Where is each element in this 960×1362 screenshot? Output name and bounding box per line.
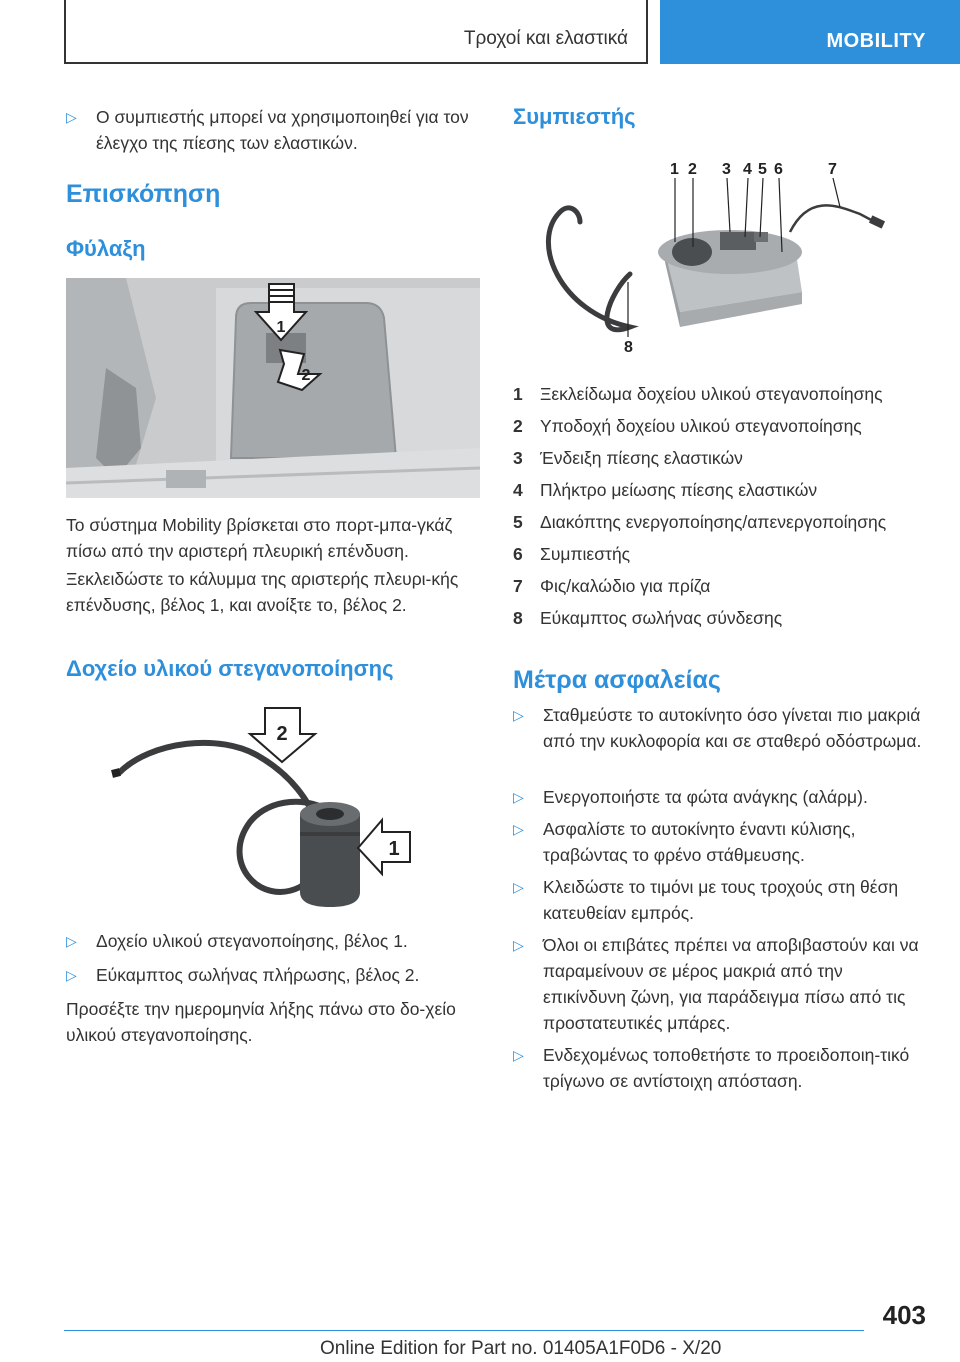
container-bullet <box>66 962 486 988</box>
intro-bullet-text: Ο συμπιεστής μπορεί να χρησιμοποιηθεί για τον έλεγχο της πίεσης των ελαστικών. <box>96 107 469 153</box>
safety-bullet-text: Σταθμεύστε το αυτοκίνητο όσο γίνεται πιο μακριά από την κυκλοφορία και σε σταθερό οδόστρωμα. <box>543 705 922 751</box>
page-number: 403 <box>882 1300 926 1330</box>
section-title: Τροχοί και ελαστικά <box>463 28 628 49</box>
legend-label: Ένδειξη πίεσης ελαστικών <box>540 448 743 468</box>
mobility-tab-label: MOBILITY <box>826 30 926 52</box>
callout-4: 4 <box>743 161 752 178</box>
container-bullet-text: Δοχείο υλικού στεγανοποίησης, βέλος 1. <box>96 931 408 951</box>
container-arrow-1-label: 1 <box>388 838 400 860</box>
legend-number: 8 <box>513 608 523 628</box>
header-section-box <box>64 0 648 64</box>
heading-compressor: Συμπιεστής <box>513 104 636 129</box>
compressor-image <box>540 152 900 358</box>
sealant-container-image <box>110 702 420 912</box>
bullet-triangle-icon: ▷ <box>66 109 77 125</box>
footer-edition: Online Edition for Part no. 01405A1F0D6 - X/20 <box>320 1338 722 1359</box>
mobility-tab[interactable] <box>660 0 960 64</box>
callout-3: 3 <box>722 161 731 178</box>
container-paragraph: Προσέξτε την ημερομηνία λήξης πάνω στο δο-χείο υλικού στεγανοποίησης. <box>66 999 456 1045</box>
legend-label: Πλήκτρο μείωσης πίεσης ελαστικών <box>540 480 818 500</box>
container-bullet <box>66 928 486 954</box>
legend-item <box>513 602 933 634</box>
safety-bullet <box>513 932 923 1036</box>
legend-label: Συμπιεστής <box>540 544 631 564</box>
bullet-triangle-icon: ▷ <box>513 821 524 837</box>
container-arrow-2-label: 2 <box>276 723 288 745</box>
storage-arrow-2-label: 2 <box>301 367 311 384</box>
container-arrow-1 <box>358 820 410 874</box>
legend-number: 7 <box>513 576 523 596</box>
legend-number: 5 <box>513 512 523 532</box>
intro-bullet <box>66 104 486 156</box>
storage-paragraph-1: Το σύστημα Mobility βρίσκεται στο πορτ-μπα-γκάζ πίσω από την αριστερή πλευρική επένδυση. <box>66 515 453 561</box>
legend-item <box>513 474 933 506</box>
legend-item <box>513 442 933 474</box>
callout-2: 2 <box>688 161 697 178</box>
legend-number: 3 <box>513 448 523 468</box>
safety-bullet-text: Ενδεχομένως τοποθετήστε το προειδοποιη-τικό τρίγωνο σε αντίστοιχη απόσταση. <box>543 1045 910 1091</box>
bullet-triangle-icon: ▷ <box>66 933 77 949</box>
callout-5: 5 <box>758 161 767 178</box>
legend-label: Φις/καλώδιο για πρίζα <box>540 576 711 596</box>
callout-8: 8 <box>624 339 633 356</box>
safety-bullet-text: Όλοι οι επιβάτες πρέπει να αποβιβαστούν και να παραμείνουν σε μέρος μακριά από την επικίνδυνη ζώνη, για παράδειγμα πίσω από τις προστατευτικές μπάρες. <box>543 935 919 1033</box>
compressor-legend <box>513 378 933 634</box>
safety-bullet-text: Ασφαλίστε το αυτοκίνητο έναντι κύλισης, τραβώντας το φρένο στάθμευσης. <box>543 819 856 865</box>
heading-safety-measures: Μέτρα ασφαλείας <box>513 666 721 694</box>
heading-overview: Επισκόπηση <box>66 180 221 208</box>
bullet-triangle-icon: ▷ <box>66 967 77 983</box>
trunk-storage-image <box>66 278 480 498</box>
legend-item <box>513 506 933 538</box>
legend-label: Διακόπτης ενεργοποίησης/απενεργοποίησης <box>540 512 887 532</box>
storage-arrow-1-label: 1 <box>276 319 286 336</box>
storage-paragraph-2: Ξεκλειδώστε το κάλυμμα της αριστερής πλευρι-κής επένδυσης, βέλος 1, και ανοίξτε το, βέλος 2. <box>66 569 459 615</box>
safety-bullet <box>513 784 923 810</box>
container-bullet-text: Εύκαμπτος σωλήνας πλήρωσης, βέλος 2. <box>96 965 420 985</box>
legend-item <box>513 410 933 442</box>
legend-number: 6 <box>513 544 523 564</box>
bullet-triangle-icon: ▷ <box>513 1047 524 1063</box>
legend-label: Εύκαμπτος σωλήνας σύνδεσης <box>540 608 783 628</box>
legend-number: 2 <box>513 416 523 436</box>
callout-7: 7 <box>828 161 837 178</box>
legend-label: Ξεκλείδωμα δοχείου υλικού στεγανοποίησης <box>540 384 883 404</box>
safety-bullet <box>513 702 923 754</box>
legend-label: Υποδοχή δοχείου υλικού στεγανοποίησης <box>540 416 862 436</box>
bullet-triangle-icon: ▷ <box>513 789 524 805</box>
safety-bullet-text: Κλειδώστε το τιμόνι με τους τροχούς στη θέση κατευθείαν εμπρός. <box>543 877 899 923</box>
legend-item <box>513 378 933 410</box>
bullet-triangle-icon: ▷ <box>513 879 524 895</box>
footer-divider <box>64 1330 864 1331</box>
safety-bullet <box>513 816 923 868</box>
legend-number: 4 <box>513 480 523 500</box>
safety-bullet <box>513 874 923 926</box>
heading-sealant-container: Δοχείο υλικού στεγανοποίησης <box>66 656 394 681</box>
legend-item <box>513 538 933 570</box>
legend-number: 1 <box>513 384 523 404</box>
bullet-triangle-icon: ▷ <box>513 937 524 953</box>
safety-bullet-text: Ενεργοποιήστε τα φώτα ανάγκης (αλάρμ). <box>543 787 868 807</box>
callout-1: 1 <box>670 161 679 178</box>
callout-6: 6 <box>774 161 783 178</box>
safety-bullet <box>513 1042 923 1094</box>
bullet-triangle-icon: ▷ <box>513 707 524 723</box>
legend-item <box>513 570 933 602</box>
heading-storage: Φύλαξη <box>66 236 146 261</box>
